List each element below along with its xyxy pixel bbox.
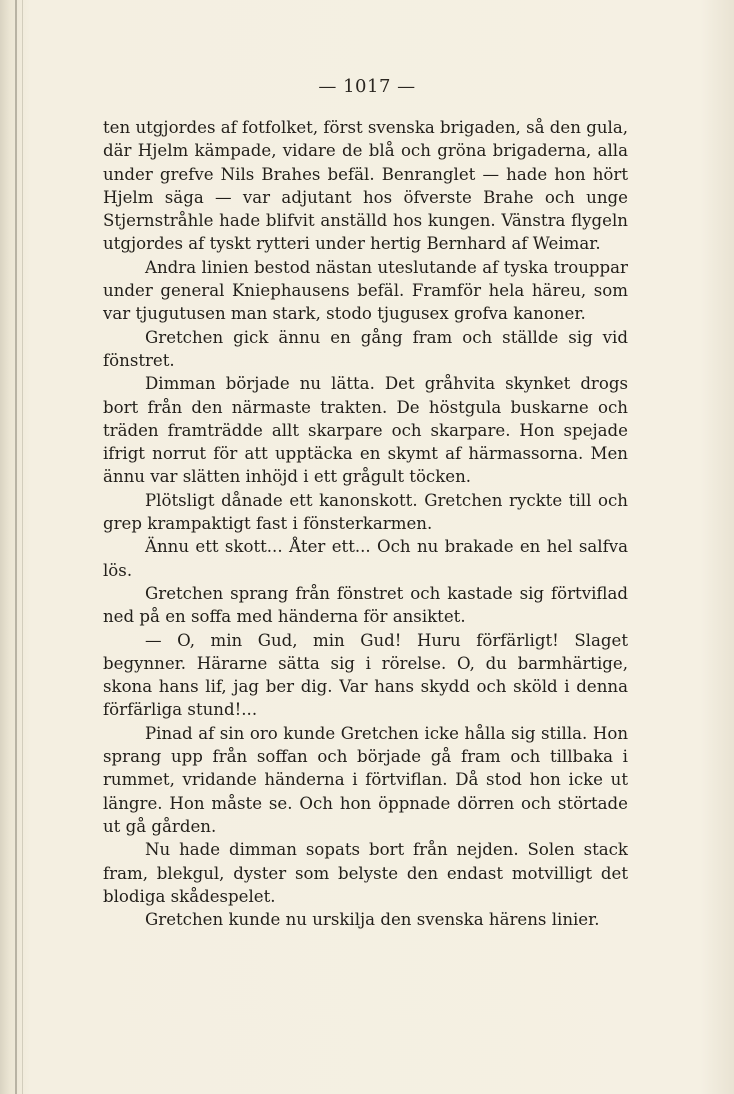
binding-edge-inner	[22, 0, 23, 1094]
paragraph-1: ten utgjordes af fotfolket, först svenska brigaden, så den gula, där Hjelm kämpade, vidare de blå och gröna brigaderna, alla under grefve Nils Brahes befäl. Benranglet — hade hon hört Hjelm säga — var adjutant hos öfverste Brahe och unge Stjernstråhle hade blifvit anställd hos kungen. Vänstra flygeln utgjordes af tyskt rytteri under hertig Bernhard af Weimar.	[103, 118, 628, 254]
paragraph-3: Gretchen gick ännu en gång fram och ställde sig vid fönstret.	[103, 327, 628, 370]
paragraph-11: Gretchen kunde nu urskilja den svenska härens linier.	[145, 910, 600, 930]
paragraph-9: Pinad af sin oro kunde Gretchen icke hålla sig stilla. Hon sprang upp från soffan och började gå fram och tillbaka i rummet, vridande händerna i förtviflan. Då stod hon icke ut längre. Hon måste se. Och hon öppnade dörren och störtade ut gå gården.	[103, 723, 628, 836]
paragraph-6: Ännu ett skott... Åter ett... Och nu brakade en hel salfva lös.	[103, 537, 628, 580]
binding-edge	[15, 0, 17, 1094]
body-text	[103, 116, 628, 931]
paragraph-10: Nu hade dimman sopats bort från nejden. Solen stack fram, blekgul, dyster som belyste den endast motvilligt det blodiga skådespelet.	[103, 840, 628, 906]
paragraph-2: Andra linien bestod nästan uteslutande af tyska trouppar under general Kniephausens befäl. Framför hela häreu, som var tjugutusen man stark, stodo tjugusex grofva kanoner.	[103, 257, 628, 324]
paragraph-8: — O, min Gud, min Gud! Huru förfärligt! Slaget begynner. Härarne sätta sig i rörelse. O, du barmhärtige, skona hans lif, jag ber dig. Var hans skydd och sköld i denna förfärliga stund!...	[103, 630, 628, 720]
page-number: — 1017 —	[318, 76, 416, 97]
paragraph-5: Plötsligt dånade ett kanonskott. Gretchen ryckte till och grep krampaktigt fast i fönsterkarmen.	[103, 490, 628, 534]
paragraph-7: Gretchen sprang från fönstret och kastade sig förtviflad ned på en soffa med händerna för ansiktet.	[103, 583, 628, 627]
paragraph-4: Dimman började nu lätta. Det gråhvita skynket drogs bort från den närmaste trakten. De höstgula buskarne och träden framträdde allt skarpare och skarpare. Hon spejade ifrigt norrut för att upptäcka en skymt af härmassorna. Men ännu var slätten inhöjd i ett grågult töcken.	[103, 374, 628, 487]
